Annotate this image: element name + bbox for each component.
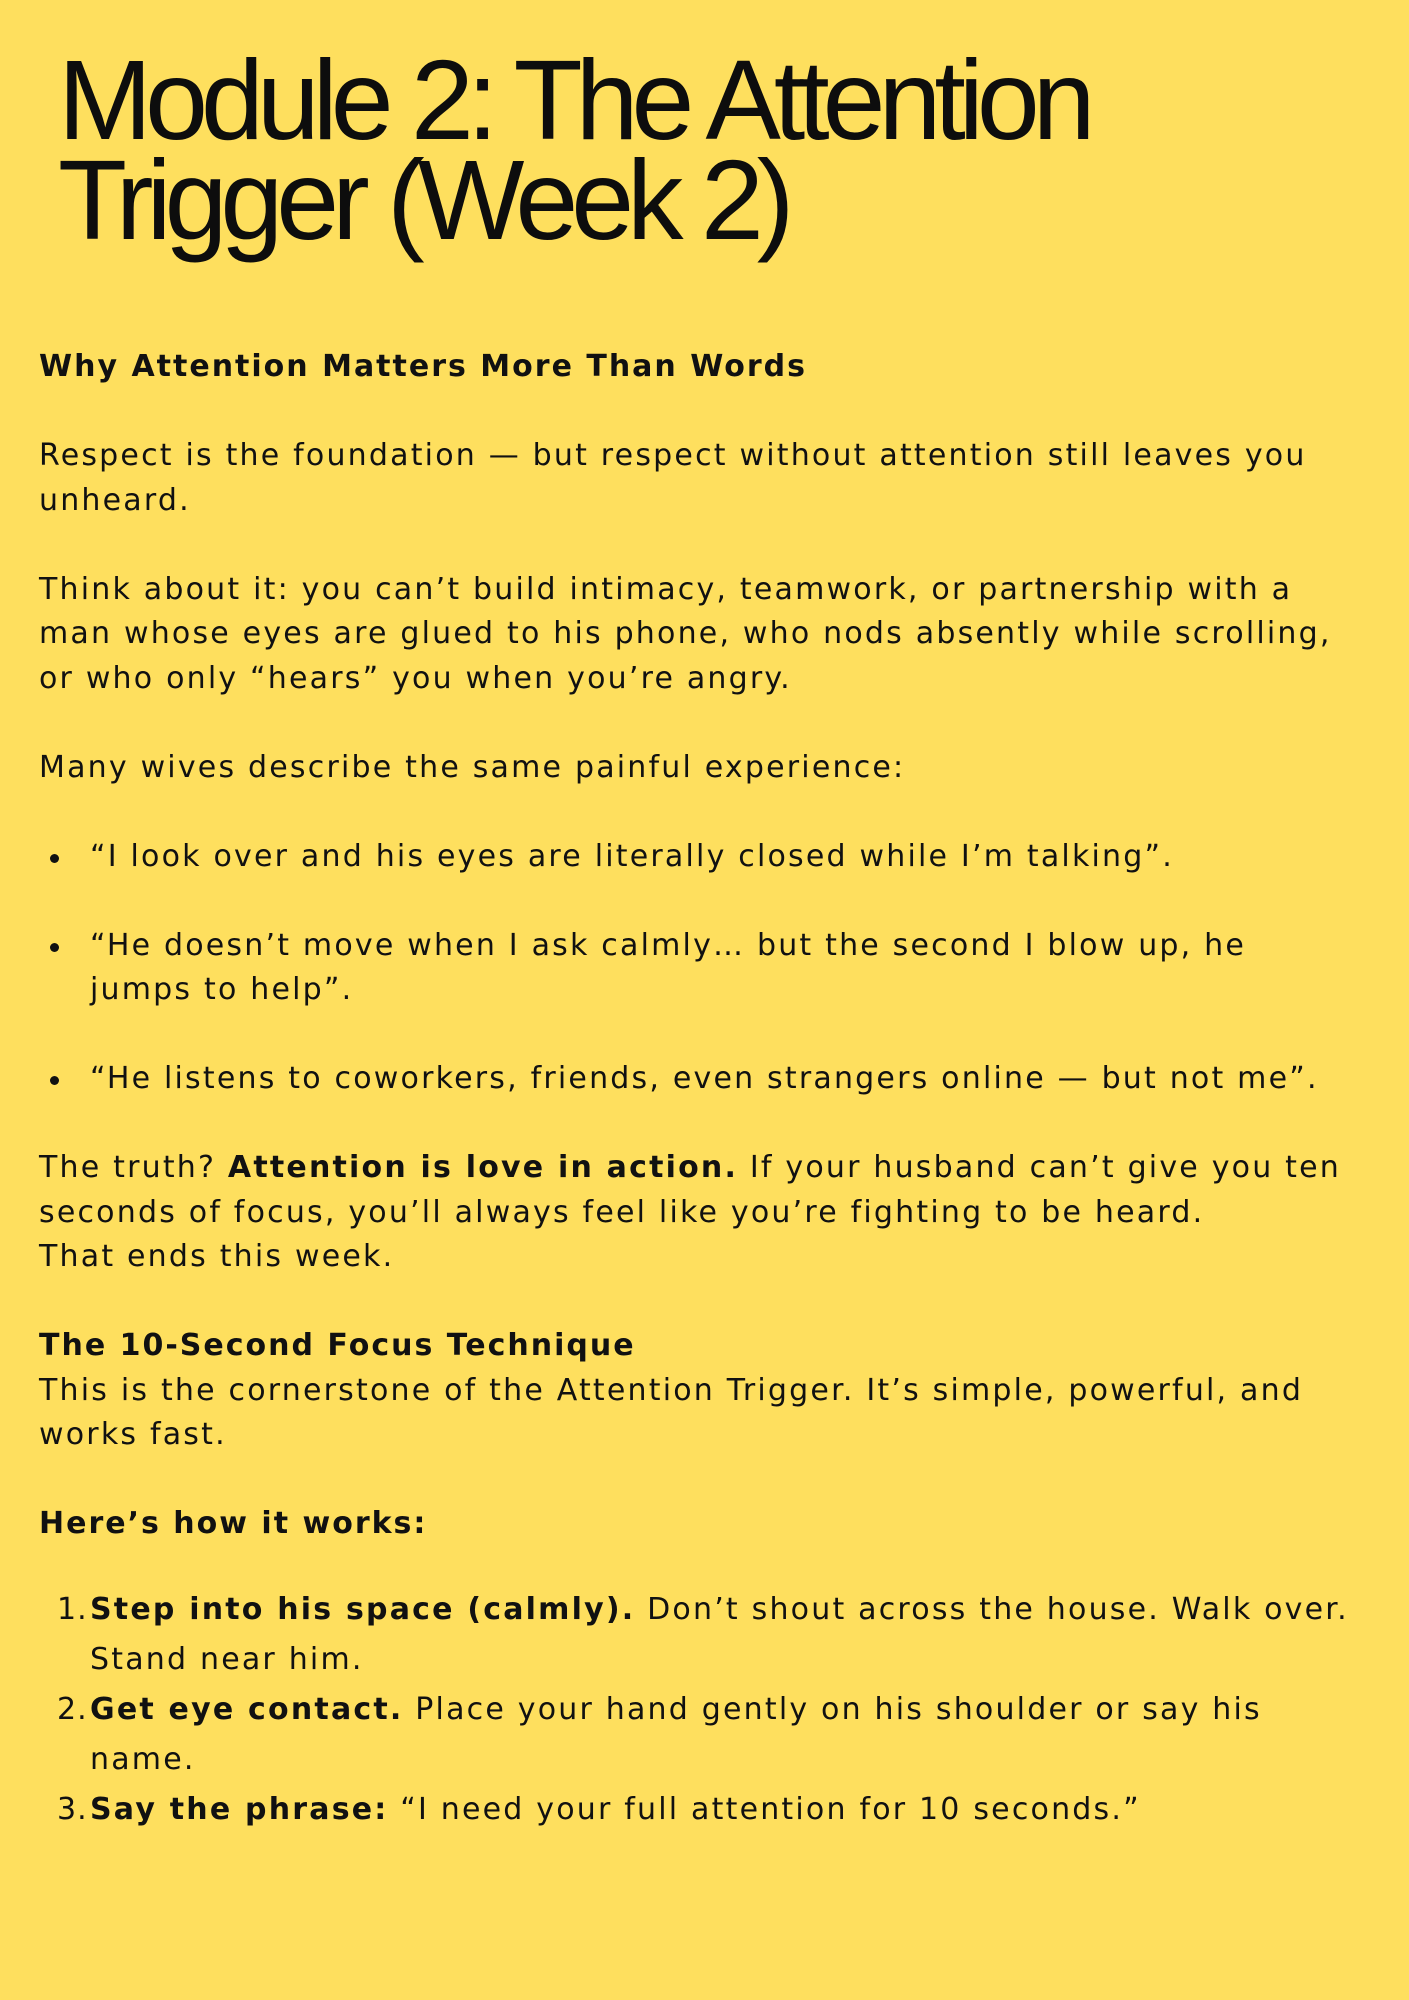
step-number: 3. — [57, 1791, 88, 1827]
step-text: “I need your full attention for 10 seconds.” — [400, 1791, 1141, 1827]
list-item — [39, 1057, 1359, 1102]
step-text: Place your hand gently on his shoulder or say his name. — [90, 1691, 1262, 1777]
step-number: 2. — [57, 1691, 88, 1727]
step-number: 1. — [57, 1591, 88, 1627]
paragraph-respect: Respect is the foundation — but respect without attention still leaves you unheard. — [39, 438, 1307, 518]
truth-rest: If your husband can’t give you ten seconds of focus, you’ll always feel like you’re fighting to be heard. — [39, 1150, 1341, 1230]
step-bold: Get eye contact. — [90, 1691, 404, 1727]
paragraph-ends-this-week: That ends this week. — [39, 1239, 395, 1274]
paragraph-think-about-it: Think about it: you can’t build intimacy, teamwork, or partnership with a man whose eyes are glued to his phone, who nods absently while scrolling, or who only “hears” you when you’re angry. — [39, 571, 1332, 696]
step-item — [39, 1785, 1359, 1835]
steps-list — [39, 1585, 1359, 1835]
section-heading-attention: Why Attention Matters More Than Words — [39, 349, 807, 384]
bullet-icon — [50, 854, 59, 863]
body-content — [39, 345, 1359, 1835]
list-item-text: “He doesn’t move when I ask calmly… but the second I blow up, he jumps to help”. — [90, 927, 1246, 1007]
step-bold: Say the phrase: — [90, 1791, 389, 1827]
title-line-1: Module 2: The Attention — [58, 37, 1089, 163]
list-item — [39, 924, 1359, 1013]
paragraph-cornerstone: This is the cornerstone of the Attention Trigger. It’s simple, powerful, and works fast. — [39, 1372, 1304, 1452]
how-it-works-heading: Here’s how it works: — [39, 1506, 428, 1541]
list-item-text: “I look over and his eyes are literally closed while I’m talking”. — [90, 838, 1174, 874]
truth-lead: The truth? — [39, 1150, 217, 1185]
quote-list — [39, 835, 1359, 1102]
paragraph-truth — [39, 1146, 1359, 1235]
step-item — [39, 1685, 1359, 1785]
step-text: Don’t shout across the house. Walk over. Stand near him. — [90, 1591, 1349, 1677]
section-heading-focus-technique: The 10-Second Focus Technique — [39, 1328, 636, 1363]
list-item-text: “He listens to coworkers, friends, even strangers online — but not me”. — [90, 1061, 1319, 1096]
step-item — [39, 1585, 1359, 1685]
bullet-icon — [50, 1076, 59, 1085]
page-title — [58, 37, 1358, 263]
list-item — [39, 835, 1359, 880]
title-line-2: Trigger (Week 2) — [58, 137, 788, 263]
truth-emphasis: Attention is love in action. — [227, 1150, 739, 1185]
bullet-icon — [50, 943, 59, 952]
paragraph-many-wives: Many wives describe the same painful experience: — [39, 749, 906, 785]
step-bold: Step into his space (calmly). — [90, 1591, 636, 1627]
